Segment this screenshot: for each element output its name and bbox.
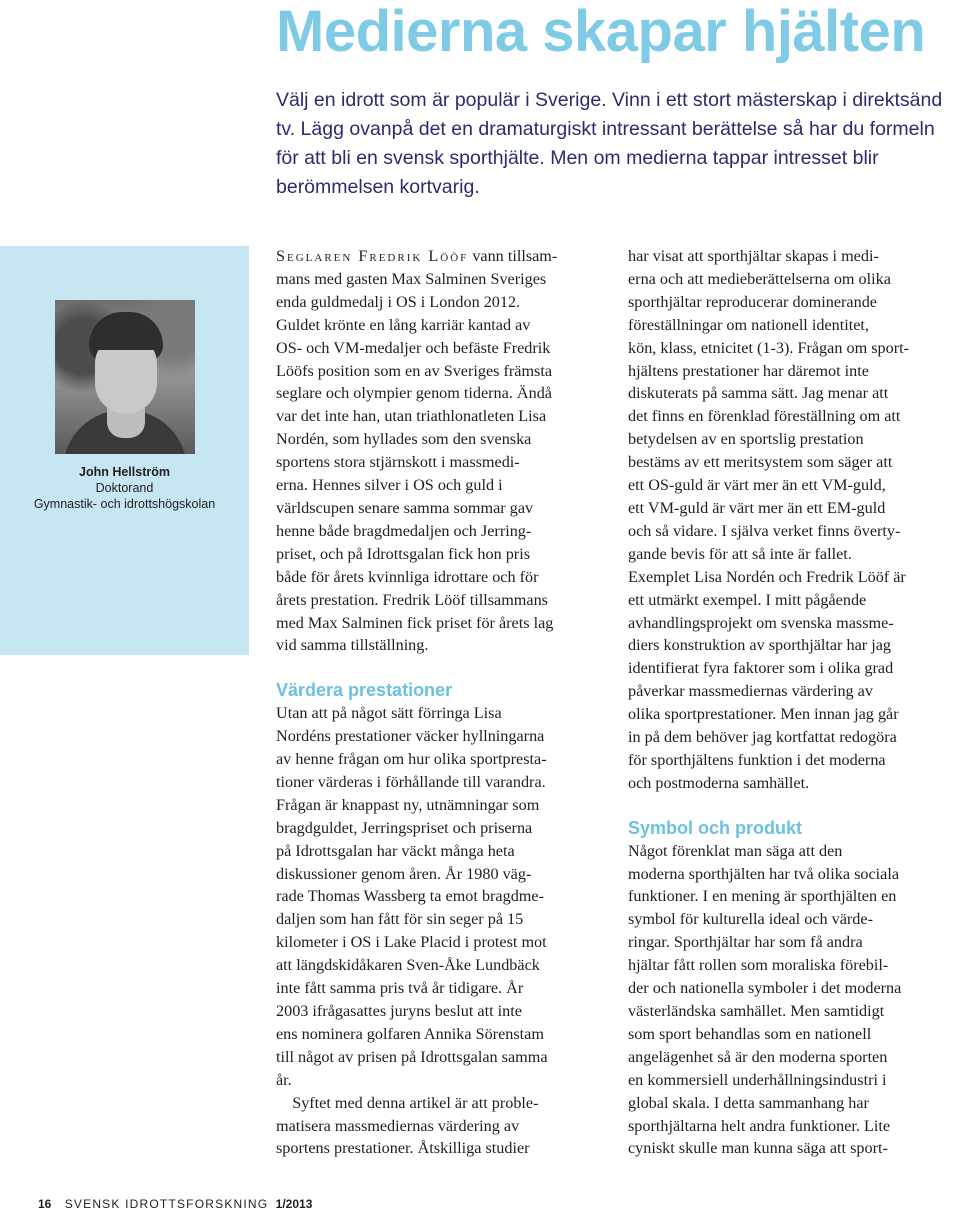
body-line: diskussioner genom åren. År 1980 väg- <box>276 864 532 883</box>
body-line: med Max Salminen fick priset för årets lag <box>276 613 554 632</box>
body-line: och så vidare. I själva verket finns överty- <box>628 521 901 540</box>
body-line: har visat att sporthjältar skapas i medi- <box>628 247 879 265</box>
section-heading-vardera: Värdera prestationer <box>276 680 453 701</box>
body-line: till något av prisen på Idrottsgalan samma <box>276 1047 548 1066</box>
body-line: Lööfs position som en av Sveriges främsta <box>276 361 553 380</box>
body-line: Frågan är knappast ny, utnämningar som <box>276 795 540 814</box>
author-name: John Hellström <box>79 465 170 479</box>
body-column-2 <box>628 245 958 1160</box>
body-line: ens nominera golfaren Annika Sörenstam <box>276 1024 544 1043</box>
body-line: av henne frågan om hur olika sportpresta- <box>276 750 547 769</box>
page-number: 16 <box>38 1197 52 1211</box>
body-line: bestäms av ett meritsystem som säger att <box>628 453 893 472</box>
body-line: föreställningar om nationell identitet, <box>628 315 869 334</box>
paragraph-opening <box>276 245 610 268</box>
body-line: årets prestation. Fredrik Lööf tillsammans <box>276 590 548 609</box>
body-line: ringar. Sporthjältar har som få andra <box>628 933 863 952</box>
page-footer <box>38 1197 312 1211</box>
body-line: Guldet krönte en lång karriär kantad av <box>276 315 531 334</box>
body-column-1 <box>276 245 610 1160</box>
body-line: både för årets kvinnliga idrottare och för <box>276 567 539 586</box>
body-line: år. <box>276 1070 292 1089</box>
body-line: 2003 ifrågasattes juryns beslut att inte <box>276 1002 522 1020</box>
body-line: och postmoderna samhället. <box>628 773 810 792</box>
body-line: kön, klass, etnicitet (1-3). Frågan om sport- <box>628 338 909 357</box>
body-line: västerländska samhället. Men samtidigt <box>628 1002 885 1020</box>
body-line: kilometer i OS i Lake Placid i protest mot <box>276 933 547 952</box>
body-line: angelägenhet så är den moderna sporten <box>628 1047 888 1066</box>
body-line: ett VM-guld är värt mer än ett EM-guld <box>628 498 886 517</box>
body-line: Exemplet Lisa Nordén och Fredrik Lööf är <box>628 567 906 586</box>
body-line: vid samma tillställning. <box>276 636 429 655</box>
body-line: Nordén, som hyllades som den svenska <box>276 430 532 449</box>
body-line: inte fått samma pris två år tidigare. År <box>276 979 524 998</box>
body-line: erna och att medieberättelserna om olika <box>628 269 891 288</box>
body-line: diers konstruktion av sporthjältar har jag <box>628 636 891 655</box>
body-line: matisera massmediernas värdering av <box>276 1116 520 1135</box>
body-line: global skala. I detta sammanhang har <box>628 1093 869 1112</box>
body-line: avhandlingsprojekt om svenska massme- <box>628 613 894 632</box>
article-title: Medierna skapar hjälten <box>276 0 926 64</box>
body-line: in på dem behöver jag kortfattat redogöra <box>628 728 897 747</box>
body-line: der och nationella symboler i det moderna <box>628 979 902 998</box>
body-line: ett utmärkt exempel. I mitt pågående <box>628 590 867 609</box>
body-line: vann tillsam- <box>468 247 558 265</box>
body-line: enda guldmedalj i OS i London 2012. <box>276 292 521 311</box>
author-role: Doktorand <box>95 481 154 495</box>
body-line: bragdguldet, Jerringspriset och priserna <box>276 818 533 837</box>
body-line: sportens prestationer. Åtskilliga studier <box>276 1139 530 1158</box>
body-line: olika sportprestationer. Men innan jag går <box>628 705 899 724</box>
intro-caps: Seglaren Fredrik Lööf <box>276 247 469 265</box>
body-line: betydelsen av en sportslig prestation <box>628 430 864 449</box>
author-byline <box>0 464 249 512</box>
issue-number: 1/2013 <box>275 1197 313 1211</box>
body-line: en kommersiell underhållningsindustri i <box>628 1070 887 1089</box>
body-line: sporthjältar reproducerar dominerande <box>628 292 877 311</box>
body-line: priset, och på Idrottsgalan fick hon pris <box>276 544 530 563</box>
body-line: som sport behandlas som en nationell <box>628 1024 872 1043</box>
body-line: hjältar fått rollen som moraliska förebil- <box>628 956 889 975</box>
body-line: ett OS-guld är värt mer än ett VM-guld, <box>628 476 886 495</box>
body-line: det finns en förenklad föreställning om att <box>628 407 901 426</box>
body-line: sporthjältarna helt andra funktioner. Lite <box>628 1116 891 1135</box>
body-line: tioner värderas i förhållande till varandra. <box>276 772 546 791</box>
author-affiliation: Gymnastik- och idrottshögskolan <box>33 497 216 511</box>
article-lead: Välj en idrott som är populär i Sverige. Vinn i ett stort mästerskap i direktsänd tv. Lägg ovanpå det en dramaturgiskt intressant berättelse så har du formeln för att bli en svensk sporthjälte. Men om medierna tappar intresset blir berömmelsen kortvarig. <box>276 89 943 198</box>
body-line: rade Thomas Wassberg ta emot bragdme- <box>276 887 544 906</box>
author-sidebar <box>0 246 249 655</box>
body-line: diskuterats på samma sätt. Jag menar att <box>628 384 889 403</box>
body-line: Syftet med denna artikel är att proble- <box>276 1093 539 1112</box>
body-line: Nordéns prestationer väcker hyllningarna <box>276 727 545 746</box>
body-line: moderna sporthjälten har två olika sociala <box>628 864 900 883</box>
author-photo <box>55 300 195 454</box>
body-line: på Idrottsgalan har väckt många heta <box>276 841 515 860</box>
body-line: daljen som han fått för sin seger på 15 <box>276 910 524 929</box>
body-line: var det inte han, utan triathlonatleten Lisa <box>276 407 547 426</box>
body-line: världscupen senare samma sommar gav <box>276 498 534 517</box>
section-heading-symbol: Symbol och produkt <box>628 817 803 838</box>
publication-name: SVENSK IDROTTSFORSKNING <box>64 1197 269 1211</box>
body-line: påverkar massmediernas värdering av <box>628 682 873 701</box>
body-line: gande bevis för att så inte är fallet. <box>628 544 852 563</box>
body-line: erna. Hennes silver i OS och guld i <box>276 476 503 495</box>
body-line: hjältens prestationer har däremot inte <box>628 361 869 380</box>
body-line: identifierat fyra faktorer som i olika grad <box>628 659 894 678</box>
body-line: Utan att på något sätt förringa Lisa <box>276 704 502 723</box>
body-line: sportens stora stjärnskott i massmedi- <box>276 453 520 472</box>
body-line: för sporthjältens funktion i det moderna <box>628 750 886 769</box>
body-line: Något förenklat man säga att den <box>628 841 843 860</box>
body-line: henne både bragdmedaljen och Jerring- <box>276 521 532 540</box>
body-line: cyniskt skulle man kunna säga att sport- <box>628 1139 888 1158</box>
body-line: symbol för kulturella ideal och värde- <box>628 910 873 929</box>
body-line: mans med gasten Max Salminen Sveriges <box>276 269 547 288</box>
body-line: funktioner. I en mening är sporthjälten en <box>628 887 897 906</box>
body-line: att längdskidåkaren Sven-Åke Lundbäck <box>276 956 540 975</box>
body-line: OS- och VM-medaljer och befäste Fredrik <box>276 338 551 357</box>
body-line: seglare och olympier genom tiderna. Ändå <box>276 384 552 403</box>
